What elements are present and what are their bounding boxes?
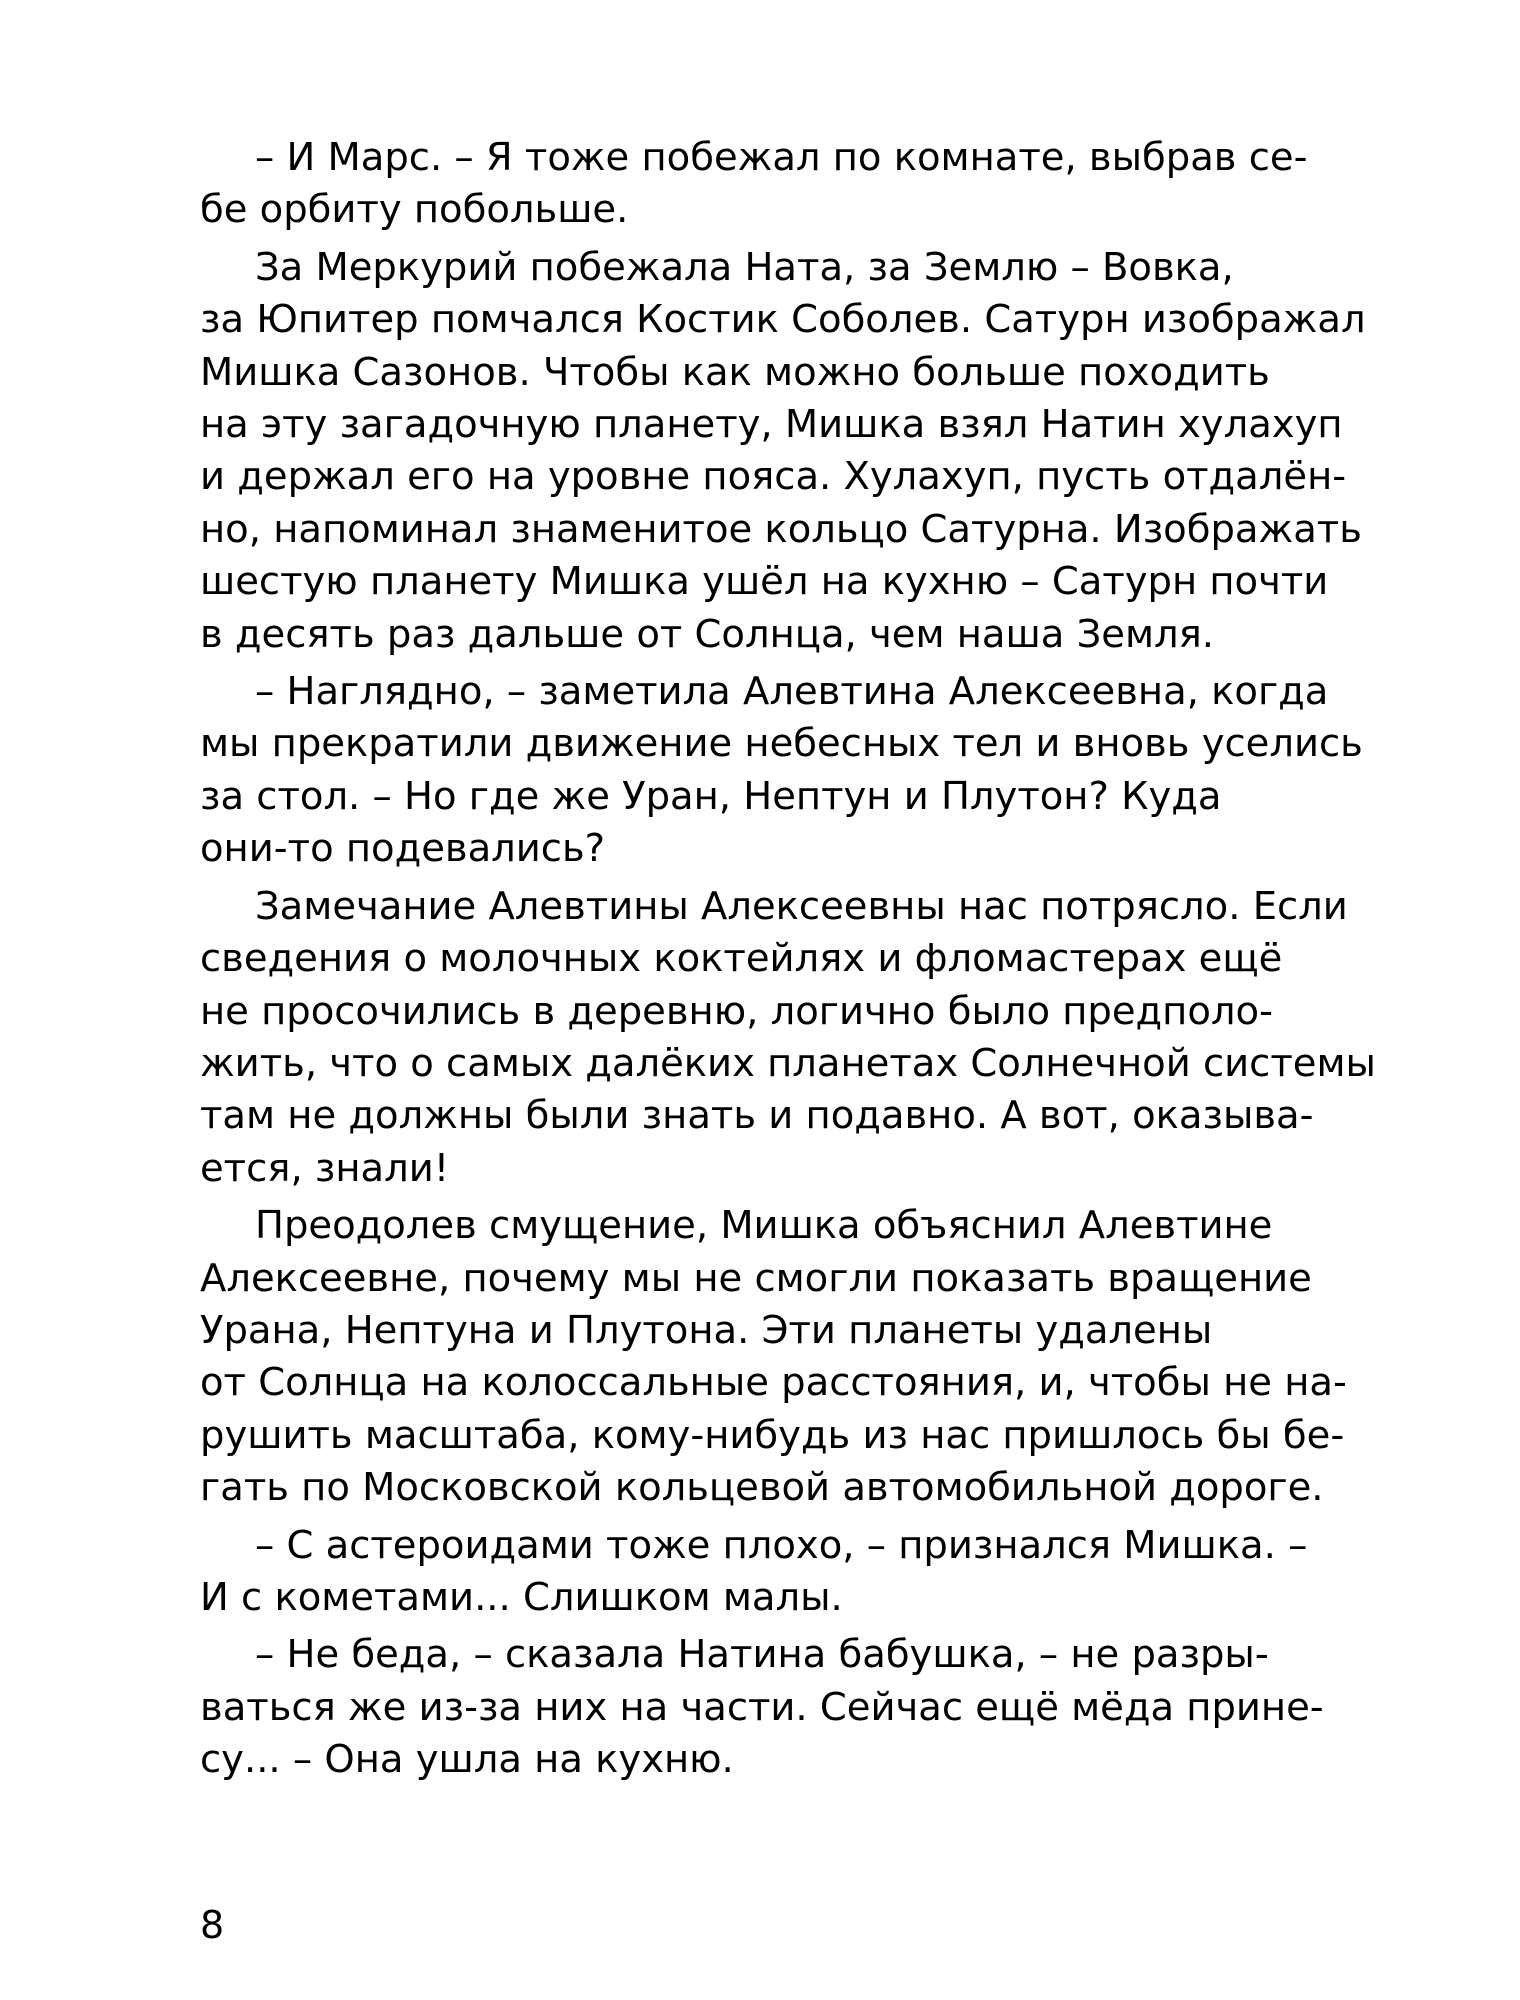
text-line: ваться же из-за них на части. Сейчас ещё мёда прине- — [200, 1684, 1324, 1730]
paragraph — [200, 1629, 1410, 1786]
text-line: – Не беда, – сказала Натина бабушка, – не разры- — [255, 1632, 1269, 1678]
text-line: там не должны были знать и подавно. А вот, оказыва- — [200, 1093, 1314, 1139]
text-line: жить, что о самых далёких планетах Солнечной системы — [200, 1040, 1376, 1086]
text-line: не просочились в деревню, логично было предполо- — [200, 988, 1273, 1034]
text-line: гать по Московской кольцевой автомобильной дороге. — [200, 1465, 1324, 1511]
text-line: от Солнца на колоссальные расстояния, и, чтобы не на- — [200, 1360, 1347, 1406]
text-line: они-то подевались? — [200, 826, 606, 872]
text-line: – С астероидами тоже плохо, – признался Мишка. – — [255, 1522, 1308, 1568]
text-line: в десять раз дальше от Солнца, чем наша Земля. — [200, 611, 1214, 657]
text-line: Замечание Алевтины Алексеевны нас потрясло. Если — [255, 883, 1348, 929]
text-line: су... – Она ушла на кухню. — [200, 1737, 734, 1783]
text-line: мы прекратили движение небесных тел и вновь уселись — [200, 721, 1363, 767]
paragraph — [200, 1200, 1410, 1514]
text-line: за Юпитер помчался Костик Соболев. Сатурн изображал — [200, 297, 1366, 343]
text-line: За Меркурий побежала Ната, за Землю – Вовка, — [255, 244, 1234, 290]
text-line: и держал его на уровне пояса. Хулахуп, пусть отдалён- — [200, 454, 1347, 500]
text-line: шестую планету Мишка ушёл на кухню – Сатурн почти — [200, 559, 1329, 605]
paragraph — [200, 242, 1410, 661]
text-line: И с кометами... Слишком малы. — [200, 1574, 843, 1620]
text-line: ется, знали! — [200, 1145, 450, 1191]
page-body — [200, 132, 1410, 1792]
paragraph — [200, 881, 1410, 1195]
paragraph — [200, 132, 1410, 237]
text-line: Урана, Нептуна и Плутона. Эти планеты удалены — [200, 1307, 1213, 1353]
text-line: – И Марс. – Я тоже побежал по комнате, выбрав се- — [255, 135, 1308, 180]
text-line: Мишка Сазонов. Чтобы как можно больше походить — [200, 349, 1270, 395]
text-line: за стол. – Но где же Уран, Нептун и Плутон? Куда — [200, 773, 1222, 819]
text-line: Преодолев смущение, Мишка объяснил Алевтине — [255, 1203, 1273, 1249]
text-line: рушить масштаба, кому-нибудь из нас пришлось бы бе- — [200, 1412, 1345, 1458]
page-number: 8 — [200, 1903, 225, 1947]
text-line: бе орбиту побольше. — [200, 187, 629, 233]
text-line: Алексеевне, почему мы не смогли показать вращение — [200, 1255, 1312, 1301]
text-line: – Наглядно, – заметила Алевтина Алексеевна, когда — [255, 669, 1329, 715]
text-line: на эту загадочную планету, Мишка взял Натин хулахуп — [200, 402, 1343, 448]
text-line: но, напоминал знаменитое кольцо Сатурна. Изображать — [200, 506, 1362, 552]
text-line: сведения о молочных коктейлях и фломастерах ещё — [200, 936, 1283, 982]
paragraph — [200, 1520, 1410, 1625]
paragraph — [200, 666, 1410, 876]
